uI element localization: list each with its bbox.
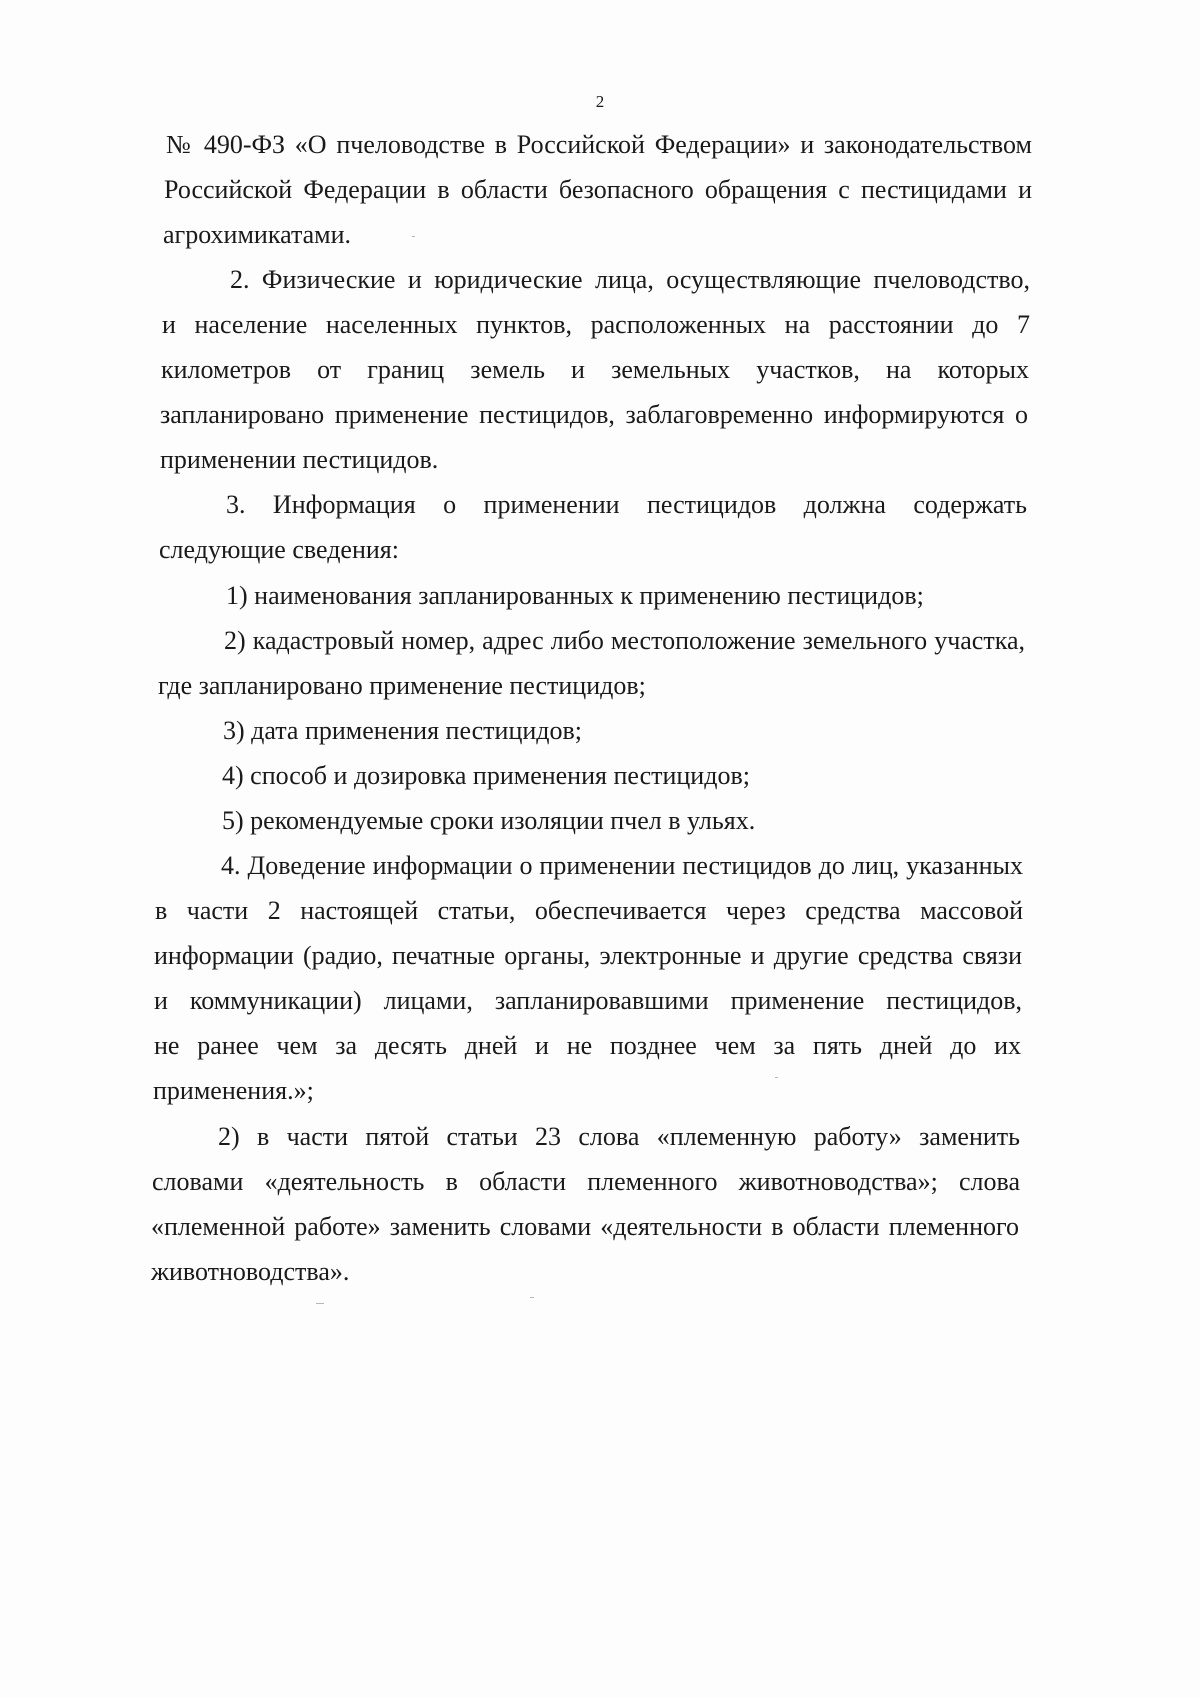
- text-line: 2. Физические и юридические лица, осуществляющие пчеловодство,: [230, 265, 1030, 294]
- text-line: километров от границ земель и земельных участков, на которых: [161, 355, 1029, 384]
- scan-speck: [412, 236, 415, 237]
- text-line: запланировано применение пестицидов, заблаговременно информируются о: [160, 400, 1028, 429]
- text-line: «племенной работе» заменить словами «деятельности в области племенного: [151, 1212, 1019, 1241]
- list-item: 1) наименования запланированных к применению пестицидов;: [226, 581, 924, 610]
- list-item: 4) способ и дозировка применения пестицидов;: [222, 761, 750, 790]
- text-line: применения.»;: [153, 1076, 314, 1105]
- scan-speck: [530, 1297, 534, 1298]
- text-line: животноводства».: [151, 1257, 350, 1286]
- text-line: информации (радио, печатные органы, электронные и другие средства связи: [154, 941, 1022, 970]
- text-line: где запланировано применение пестицидов;: [158, 671, 646, 700]
- text-line: Российской Федерации в области безопасного обращения с пестицидами и: [164, 175, 1032, 204]
- list-item: 2) кадастровый номер, адрес либо местоположение земельного участка,: [224, 626, 1025, 655]
- text-line: словами «деятельность в области племенного животноводства»; слова: [152, 1167, 1020, 1196]
- text-line: применении пестицидов.: [160, 445, 439, 474]
- list-item: 5) рекомендуемые сроки изоляции пчел в ульях.: [222, 806, 756, 835]
- text-line: следующие сведения:: [159, 535, 399, 564]
- scan-speck: [775, 1077, 778, 1078]
- scan-speck: [316, 1303, 324, 1304]
- page-number: 2: [595, 92, 605, 111]
- list-item: 3) дата применения пестицидов;: [223, 716, 583, 745]
- text-line: не ранее чем за десять дней и не позднее чем за пять дней до их: [154, 1031, 1021, 1060]
- text-line: в части 2 настоящей статьи, обеспечивается через средства массовой: [155, 896, 1023, 925]
- text-line: № 490-ФЗ «О пчеловодстве в Российской Федерации» и законодательством: [166, 130, 1032, 159]
- text-line: 3. Информация о применении пестицидов должна содержать: [226, 490, 1027, 519]
- text-line: и коммуникации) лицами, запланировавшими применение пестицидов,: [154, 986, 1022, 1015]
- text-line: агрохимикатами.: [163, 220, 352, 249]
- text-line: 4. Доведение информации о применении пестицидов до лиц, указанных: [221, 851, 1023, 880]
- text-line: 2) в части пятой статьи 23 слова «племенную работу» заменить: [218, 1122, 1020, 1151]
- text-line: и население населенных пунктов, расположенных на расстоянии до 7: [162, 310, 1030, 339]
